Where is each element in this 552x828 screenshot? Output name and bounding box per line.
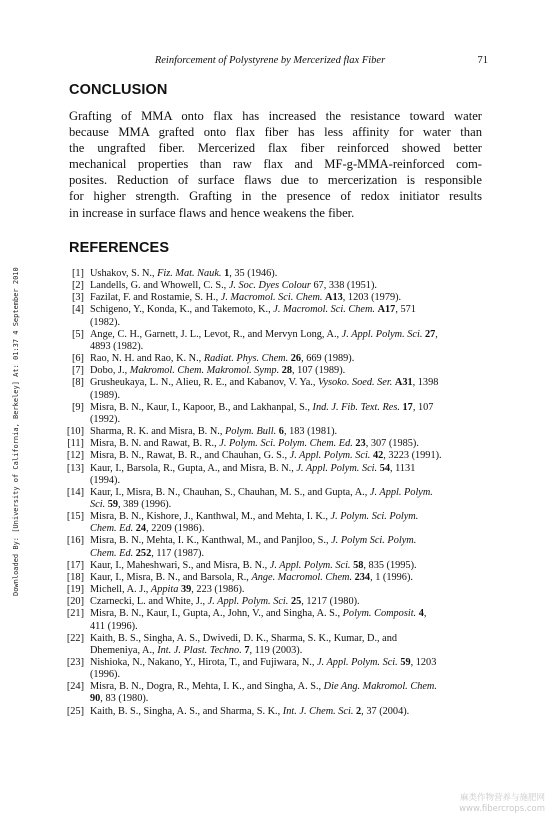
reference-text <box>90 584 484 596</box>
reference-item <box>64 572 484 584</box>
reference-item <box>64 657 484 681</box>
reference-item <box>64 377 484 401</box>
reference-line: Chem. Ed. 252, 117 (1987). <box>90 547 205 559</box>
reference-line: Kaur, I., Misra, B. N., Chauhan, S., Chauhan, M. S., and Gupta, A., J. Appl. Polym. <box>90 486 433 498</box>
reference-line: (1996). <box>90 669 121 681</box>
reference-number: [6] <box>71 353 84 365</box>
watermark <box>415 793 545 815</box>
reference-line: Misra, B. N., Rawat, B. R., and Chauhan, G. S., J. Appl. Polym. Sci. 42, 3223 (1991). <box>90 450 442 462</box>
reference-text <box>90 402 484 426</box>
reference-text <box>90 572 484 584</box>
page-number: 71 <box>477 55 488 66</box>
reference-number: [23] <box>66 657 84 668</box>
reference-item <box>64 292 484 304</box>
reference-number: [13] <box>66 462 84 474</box>
conclusion-paragraph <box>69 108 482 221</box>
reference-item <box>64 426 484 438</box>
reference-number: [16] <box>66 535 84 547</box>
reference-number: [1] <box>71 268 84 279</box>
reference-number: [15] <box>66 511 84 523</box>
references-heading: REFERENCES <box>69 240 170 256</box>
conclusion-line: the ungrafted fiber. Mercerized flax fiber reinforced showed better <box>69 141 482 156</box>
reference-line: Michell, A. J., Appita 39, 223 (1986). <box>90 584 245 596</box>
reference-line: Nishioka, N., Nakano, Y., Hirota, T., and Fujiwara, N., J. Appl. Polym. Sci. 59, 1203 <box>90 657 437 668</box>
reference-item <box>64 365 484 377</box>
reference-text <box>90 560 484 572</box>
reference-number: [17] <box>66 559 84 571</box>
download-note: Downloaded By: [University of California, Berkeley] At: 01:37 4 September 2010 <box>12 267 20 596</box>
reference-line: Dobo, J., Makromol. Chem. Makromol. Symp. 28, 107 (1989). <box>90 365 346 377</box>
reference-line: Misra, B. N., Kishore, J., Kanthwal, M., and Mehta, I. K., J. Polym. Sci. Polym. <box>90 511 419 523</box>
reference-line: (1989). <box>90 389 121 401</box>
conclusion-line: mechanical properties than raw flax and MF-g-MMA-reinforced com- <box>69 157 482 172</box>
reference-item <box>64 584 484 596</box>
reference-text <box>90 681 484 705</box>
reference-item <box>64 681 484 705</box>
reference-text <box>90 463 484 487</box>
reference-line: 4893 (1982). <box>90 340 144 352</box>
conclusion-line: because MMA grafted onto flax fiber has less affinity for water than <box>69 125 482 140</box>
reference-item <box>64 633 484 657</box>
reference-text <box>90 438 484 450</box>
reference-text <box>90 706 484 718</box>
reference-line: Sharma, R. K. and Misra, B. N., Polym. Bull. 6, 183 (1981). <box>90 426 338 438</box>
reference-number: [9] <box>71 401 84 413</box>
reference-line: Ange, C. H., Garnett, J. L., Levot, R., and Mervyn Long, A., J. Appl. Polym. Sci. 27, <box>90 328 438 340</box>
reference-line: Misra, B. N., Dogra, R., Mehta, I. K., and Singha, A. S., Die Ang. Makromol. Chem. <box>90 681 437 693</box>
watermark-line: www.fibercrops.com <box>459 804 545 814</box>
reference-item <box>64 706 484 718</box>
reference-line: Kaith, B. S., Singha, A. S., Dwivedi, D. K., Sharma, S. K., Kumar, D., and <box>90 632 398 644</box>
watermark-line: 麻类作物营养与施肥网 <box>459 793 545 803</box>
reference-text <box>90 535 484 559</box>
running-title: Reinforcement of Polystyrene by Mercerized flax Fiber <box>154 55 386 66</box>
reference-number: [4] <box>71 304 84 316</box>
reference-text <box>90 426 484 438</box>
reference-line: Grusheukaya, L. N., Alieu, R. E., and Kabanov, V. Ya., Vysoko. Soed. Ser. A31, 1398 <box>90 377 439 389</box>
reference-line: Czarnecki, L. and White, J., J. Appl. Polym. Sci. 25, 1217 (1980). <box>90 596 360 608</box>
reference-line: (1992). <box>90 413 121 425</box>
conclusion-line: in increase in surface flaws and hence weakens the fiber. <box>69 205 355 220</box>
reference-line: Fazilat, F. and Rostamie, S. H., J. Macromol. Sci. Chem. A13, 1203 (1979). <box>90 292 402 304</box>
reference-line: Kaur, I., Maheshwari, S., and Misra, B. N., J. Appl. Polym. Sci. 58, 835 (1995). <box>90 559 417 571</box>
reference-line: Chem. Ed. 24, 2209 (1986). <box>90 523 205 535</box>
references-list <box>64 268 484 718</box>
reference-number: [25] <box>66 705 84 717</box>
reference-text <box>90 657 484 681</box>
reference-number: [2] <box>71 280 84 292</box>
download-sidebar <box>2 236 20 596</box>
reference-number: [8] <box>71 377 84 389</box>
reference-number: [21] <box>66 608 84 620</box>
reference-item <box>64 268 484 280</box>
reference-line: Kaur, I., Misra, B. N., and Barsola, R., Ange. Macromol. Chem. 234, 1 (1996). <box>90 571 413 583</box>
reference-line: Misra, B. N. and Rawat, B. R., J. Polym. Sci. Polym. Chem. Ed. 23, 307 (1985). <box>90 438 419 450</box>
reference-number: [18] <box>66 571 84 583</box>
reference-number: [3] <box>71 292 84 304</box>
reference-line: 411 (1996). <box>90 620 138 632</box>
reference-text <box>90 304 484 328</box>
reference-line: Dhemeniya, A., Int. J. Plast. Techno. 7, 119 (2003). <box>90 644 303 656</box>
reference-line: Schigeno, Y., Konda, K., and Takemoto, K., J. Macromol. Sci. Chem. A17, 571 <box>90 304 416 316</box>
reference-text <box>90 487 484 511</box>
reference-line: Misra, B. N., Mehta, I. K., Kanthwal, M., and Panjloo, S., J. Polym Sci. Polym. <box>90 535 417 547</box>
reference-text <box>90 633 484 657</box>
reference-item <box>64 608 484 632</box>
reference-item <box>64 353 484 365</box>
reference-item <box>64 329 484 353</box>
reference-text <box>90 365 484 377</box>
reference-item <box>64 402 484 426</box>
reference-item <box>64 450 484 462</box>
reference-line: Kaur, I., Barsola, R., Gupta, A., and Misra, B. N., J. Appl. Polym. Sci. 54, 1131 <box>90 462 416 474</box>
reference-item <box>64 280 484 292</box>
reference-item <box>64 438 484 450</box>
conclusion-line: for higher strength. Grafting in the presence of redox initiator results <box>69 189 482 204</box>
reference-line: Ushakov, S. N., Fiz. Mat. Nauk. 1, 35 (1946). <box>90 268 278 279</box>
reference-line: (1982). <box>90 316 121 328</box>
reference-item <box>64 304 484 328</box>
reference-text <box>90 450 484 462</box>
reference-line: Kaith, B. S., Singha, A. S., and Sharma, S. K., Int. J. Chem. Sci. 2, 37 (2004). <box>90 705 410 717</box>
reference-text <box>90 377 484 401</box>
reference-line: Landells, G. and Whowell, C. S., J. Soc. Dyes Colour 67, 338 (1951). <box>90 280 377 292</box>
reference-number: [14] <box>66 486 84 498</box>
reference-number: [7] <box>71 365 84 377</box>
reference-number: [12] <box>66 450 84 462</box>
conclusion-heading: CONCLUSION <box>69 82 168 98</box>
reference-item <box>64 560 484 572</box>
reference-item <box>64 535 484 559</box>
reference-number: [20] <box>66 596 84 608</box>
reference-item <box>64 596 484 608</box>
reference-text <box>90 280 484 292</box>
reference-number: [24] <box>66 681 84 693</box>
reference-line: Rao, N. H. and Rao, K. N., Radiat. Phys. Chem. 26, 669 (1989). <box>90 353 355 365</box>
reference-text <box>90 511 484 535</box>
reference-line: Misra, B. N., Kaur, I., Gupta, A., John, V., and Singha, A. S., Polym. Composit. 4, <box>90 608 427 620</box>
reference-text <box>90 268 484 280</box>
reference-number: [22] <box>66 632 84 644</box>
reference-text <box>90 292 484 304</box>
reference-text <box>90 608 484 632</box>
reference-line: Misra, B. N., Kaur, I., Kapoor, B., and Lakhanpal, S., Ind. J. Fib. Text. Res. 17, 107 <box>90 401 434 413</box>
reference-line: Sci. 59, 389 (1996). <box>90 498 172 510</box>
reference-line: (1994). <box>90 474 121 486</box>
reference-text <box>90 329 484 353</box>
reference-item <box>64 463 484 487</box>
conclusion-line: posites. Reduction of surface flaws due to mercerization is responsible <box>69 173 482 188</box>
reference-text <box>90 353 484 365</box>
reference-number: [5] <box>71 328 84 340</box>
reference-text <box>90 596 484 608</box>
reference-line: 90, 83 (1980). <box>90 693 149 705</box>
reference-number: [11] <box>67 438 84 450</box>
reference-item <box>64 487 484 511</box>
reference-item <box>64 511 484 535</box>
reference-number: [19] <box>66 584 84 596</box>
reference-number: [10] <box>66 426 84 438</box>
conclusion-line: Grafting of MMA onto flax has increased the resistance toward water <box>69 109 482 123</box>
